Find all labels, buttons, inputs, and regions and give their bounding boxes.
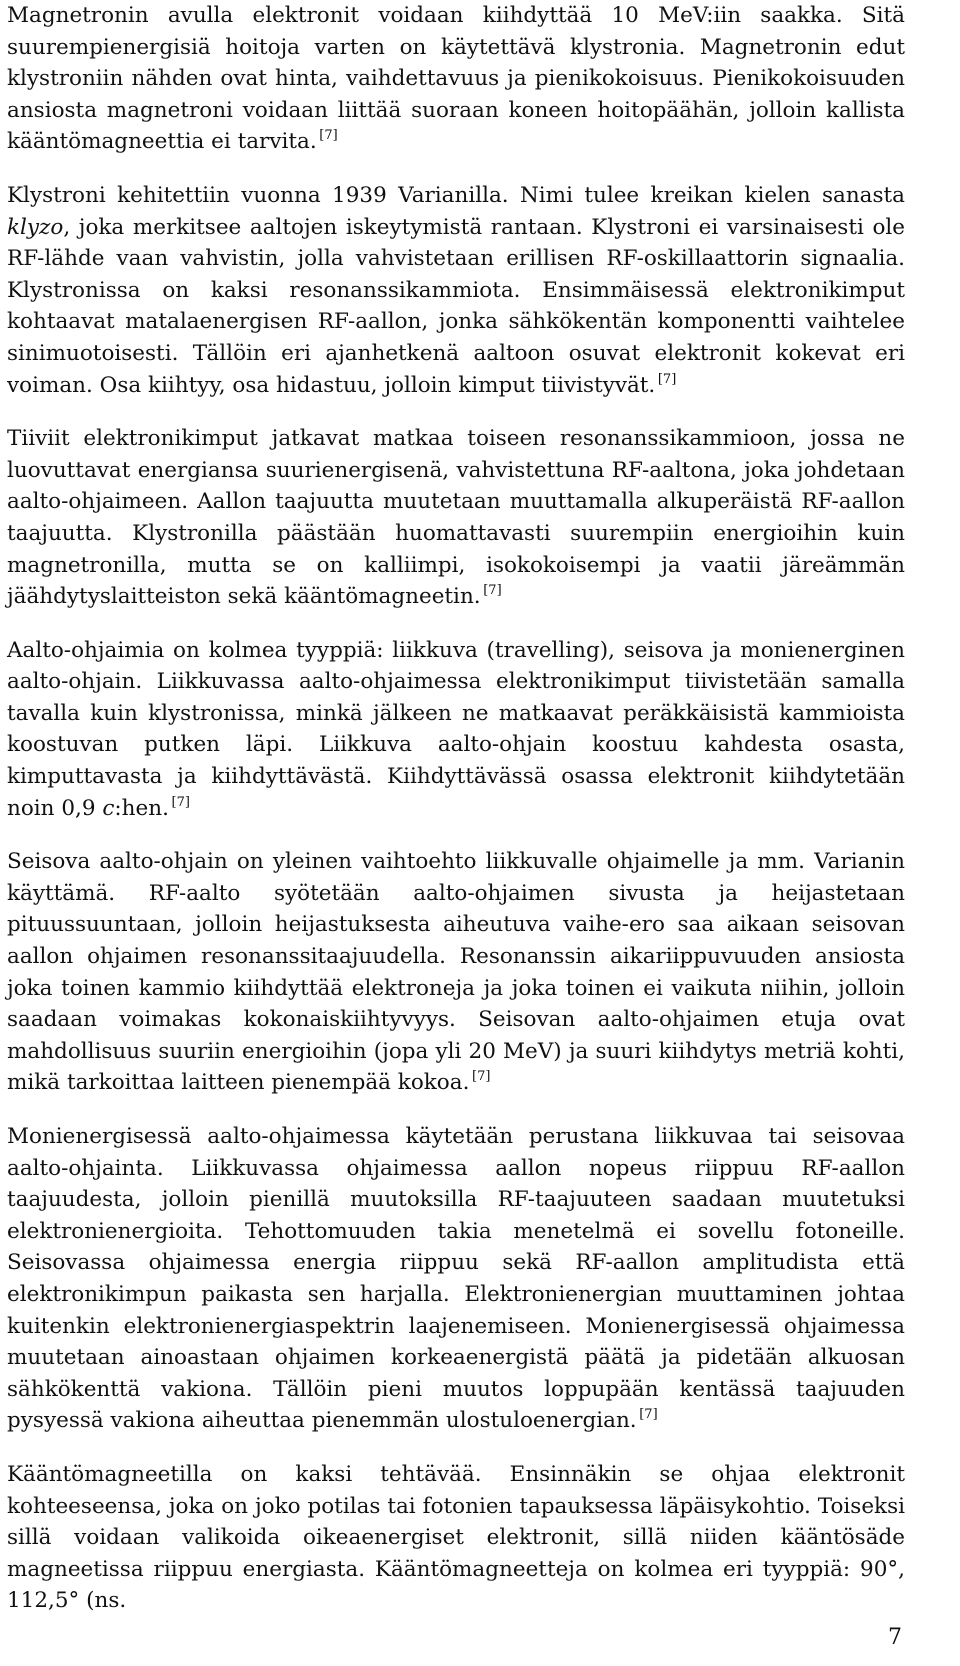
document-page (7, 0, 905, 1639)
citation: [7] (480, 583, 502, 599)
citation: [7] (636, 1407, 658, 1423)
paragraph-electron-bunches (7, 423, 905, 613)
citation: [7] (316, 128, 338, 144)
citation: [7] (469, 1069, 491, 1085)
paragraph-text: Tiiviit elektronikimput jatkavat matkaa toiseen resonanssikammioon, jossa ne luovuttavat energiansa suurienergisenä, vahvistettuna RF-aaltona, joka johdetaan aalto-ohjaimeen. Aallon taajuutta muutetaan muuttamalla alkuperäistä RF-aallon taajuutta. Klystronilla päästään huomattavasti suurempiin energioihin kuin magnetronilla, mutta se on kalliimpi, isokokoisempi ja vaatii järeämmän jäähdytyslaitteiston sekä kääntömagneetin. (7, 426, 905, 610)
paragraph-text: Kääntömagneetilla on kaksi tehtävää. Ensinnäkin se ohjaa elektronit kohteeseensa, joka on joko potilas tai fotonien tapauksessa läpäisykohtio. Toiseksi sillä voidaan valikoida oikeaenergiset elektronit, sillä niiden kääntösäde magneetissa riippuu energiasta. Kääntömagneetteja on kolmea eri tyyppiä: 90°, 112,5° (ns. (7, 1461, 905, 1614)
paragraph-text: Aalto-ohjaimia on kolmea tyyppiä: liikkuva (travelling), seisova ja monienerginen aalto-ohjain. Liikkuvassa aalto-ohjaimessa elektronikimput tiivistetään samalla tavalla kuin klystronissa, minkä jälkeen ne matkaavat peräkkäisistä kammioista koostuvan putken läpi. Liikkuva aalto-ohjain koostuu kahdesta osasta, kimputtavasta ja kiihdyttävästä. Kiihdyttävässä osassa elektronit kiihdytetään noin 0,9 (7, 637, 905, 821)
paragraph-magnetron (7, 0, 905, 158)
paragraph-multienergy-waveguide (7, 1121, 905, 1437)
paragraph-text: Magnetronin avulla elektronit voidaan kiihdyttää 10 MeV:iin saakka. Sitä suurempienergisiä hoitoja varten on käytettävä klystronia. Magnetronin edut klystroniin nähden ovat hinta, vaihdettavuus ja pienikokoisuus. Pienikokoisuuden ansiosta magnetroni voidaan liittää suoraan koneen hoitopäähän, jolloin kallista kääntömagneettia ei tarvita. (7, 3, 905, 155)
citation: [7] (655, 371, 677, 387)
paragraph-bending-magnet (7, 1459, 905, 1617)
paragraph-standing-waveguide (7, 846, 905, 1099)
paragraph-waveguide-types (7, 635, 905, 825)
paragraph-text: Klystroni kehitettiin vuonna 1939 Varianilla. Nimi tulee kreikan kielen sanasta (7, 182, 905, 208)
paragraph-text: :hen. (114, 795, 169, 821)
paragraph-text: Monienergisessä aalto-ohjaimessa käytetään perustana liikkuvaa tai seisovaa aalto-ohjainta. Liikkuvassa ohjaimessa aallon nopeus riippuu RF-aallon taajuudesta, jolloin pienillä muutoksilla RF-taajuuteen saadaan muutetuksi elektronienergioita. Tehottomuuden takia menetelmä ei sovellu fotoneille. Seisovassa ohjaimessa energia riippuu sekä RF-aallon amplitudista että elektronikimpun paikasta sen harjalla. Elektronienergian muuttaminen johtaa kuitenkin elektronienergiaspektrin laajenemiseen. Monienergisessä ohjaimessa muutetaan ainoastaan ohjaimen korkeaenergistä päätä ja pidetään alkuosan sähkökenttä vakiona. Tällöin pieni muutos loppupään kentässä taajuuden pysyessä vakiona aiheuttaa pienemmän ulostuloenergian. (7, 1124, 905, 1434)
paragraph-text: Seisova aalto-ohjain on yleinen vaihtoehto liikkuvalle ohjaimelle ja mm. Varianin käyttämä. RF-aalto syötetään aalto-ohjaimen sivusta ja heijastetaan pituussuuntaan, jolloin heijastuksesta aiheutuva vaihe-ero saa aikaan seisovan aallon ohjaimen resonanssitaajuudella. Resonanssin aikariippuvuuden ansiosta joka toinen kammio kiihdyttää elektroneja ja joka toinen ei vaikuta niihin, jolloin saadaan voimakas kokonaiskiihtyvyys. Seisovan aalto-ohjaimen etuja ovat mahdollisuus suuriin energioihin (jopa yli 20 MeV) ja suuri kiihdytys metriä kohti, mikä tarkoittaa laitteen pienempää kokoa. (7, 849, 905, 1096)
greek-word: klyzo (7, 214, 64, 240)
paragraph-text: , joka merkitsee aaltojen iskeytymistä rantaan. Klystroni ei varsinaisesti ole RF-lähde vaan vahvistin, jolla vahvistetaan erillisen RF-oskillaattorin signaalia. Klystronissa on kaksi resonanssikammiota. Ensimmäisessä elektronikimput kohtaavat matalaenergisen RF-aallon, jonka sähkökentän komponentti vaihtelee sinimuotoisesti. Tällöin eri ajanhetkenä aaltoon osuvat elektronit kokevat eri voiman. Osa kiihtyy, osa hidastuu, jolloin kimput tiivistyvät. (7, 214, 905, 398)
paragraph-klystron (7, 180, 905, 401)
speed-of-light-symbol: c (102, 795, 115, 821)
citation: [7] (168, 794, 190, 810)
page-number: 7 (888, 1625, 902, 1650)
